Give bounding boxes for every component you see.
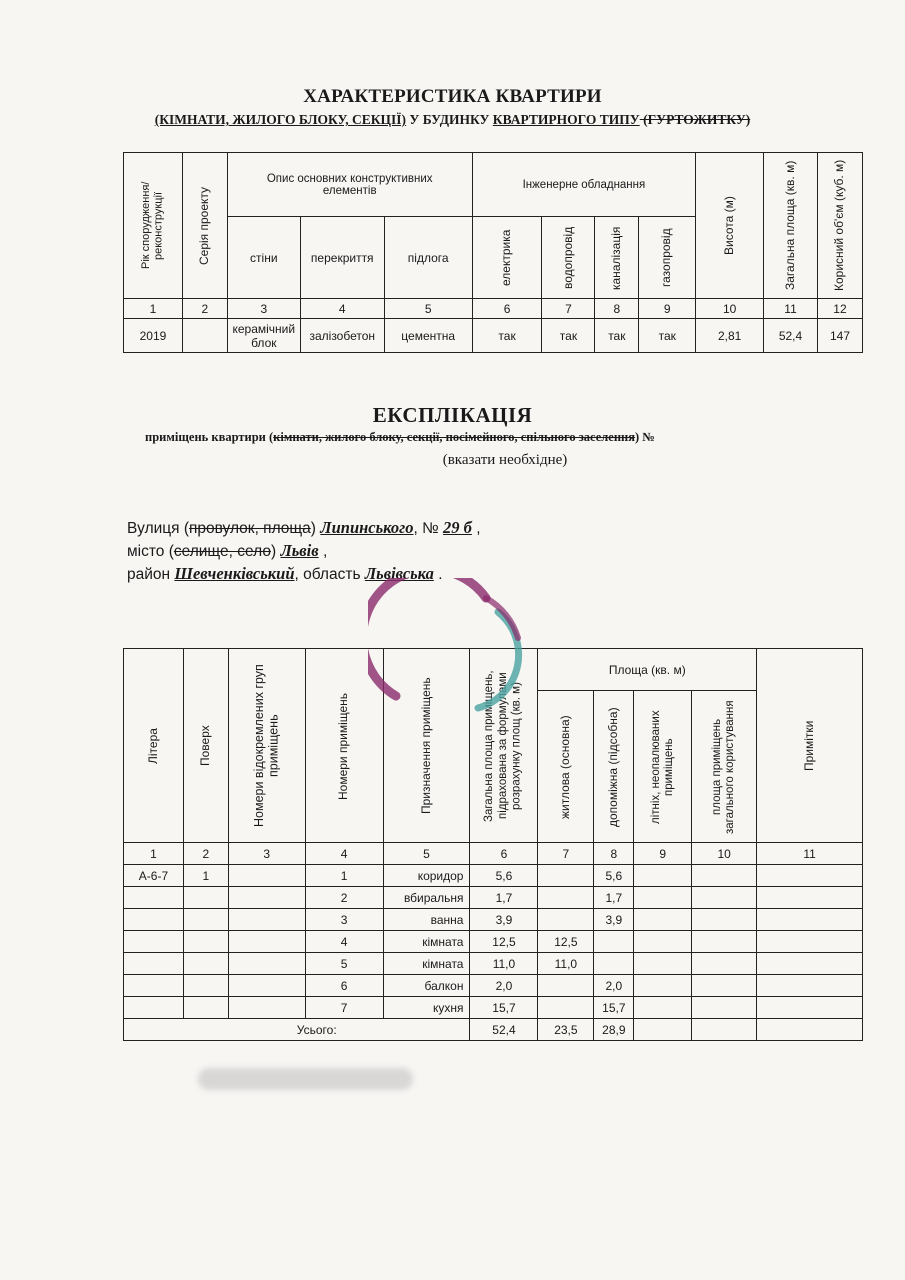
t2-cell-aux: 1,7: [594, 887, 634, 909]
t2-cell-floor: [183, 953, 228, 975]
t1-cell-floor: цементна: [384, 319, 472, 353]
t2-cell-total: 12,5: [470, 931, 538, 953]
t1-cell-series: [182, 319, 227, 353]
t1-header-walls: стіни: [227, 217, 300, 299]
t1-header-desc: Опис основних конструктивних елементів: [227, 153, 472, 217]
t2-cell-purpose: балкон: [383, 975, 470, 997]
t1-cell-elec: так: [472, 319, 542, 353]
t1-header-height: Висота (м): [696, 153, 764, 299]
t2-sum-aux: 28,9: [594, 1019, 634, 1041]
t2-cell-purpose: коридор: [383, 865, 470, 887]
t2-cell-aux: [594, 931, 634, 953]
t2-cell-purpose: кімната: [383, 953, 470, 975]
t2-cell-living: 12,5: [538, 931, 594, 953]
t1-data-row: [124, 319, 863, 353]
t2-cell-empty: [757, 953, 863, 975]
t2-num: 2: [183, 843, 228, 865]
t2-cell-living: 11,0: [538, 953, 594, 975]
t2-cell-empty: [692, 865, 757, 887]
t1-header-water: водопровід: [542, 217, 595, 299]
city-label: місто (: [127, 543, 174, 560]
characteristics-title: [0, 86, 905, 108]
t2-cell-num: 6: [305, 975, 383, 997]
t2-sum-summer: [634, 1019, 692, 1041]
t2-cell-purpose: вбиральня: [383, 887, 470, 909]
t2-body: [124, 865, 863, 1019]
t2-cell-group: [228, 865, 305, 887]
t2-header-common: площа приміщень загального користування: [692, 691, 757, 843]
t2-cell-floor: [183, 931, 228, 953]
t2-sum-total: 52,4: [470, 1019, 538, 1041]
t2-num: 5: [383, 843, 470, 865]
t2-cell-total: 15,7: [470, 997, 538, 1019]
address-district-line: район Шевченківський, область Львівська .: [127, 564, 443, 583]
t2-cell-total: 2,0: [470, 975, 538, 997]
t2-num: 4: [305, 843, 383, 865]
t2-cell-living: [538, 887, 594, 909]
t2-cell-living: [538, 909, 594, 931]
explication-subtitle: [145, 430, 655, 445]
t1-header-eng: Інженерне обладнання: [472, 153, 696, 217]
street-strike: провулок, площа: [189, 520, 311, 537]
table-row: [124, 997, 863, 1019]
t1-number-row: [124, 299, 863, 319]
t2-cell-aux: 5,6: [594, 865, 634, 887]
t2-header-area: Площа (кв. м): [538, 649, 757, 691]
t1-cell-height: 2,81: [696, 319, 764, 353]
t1-num: 2: [182, 299, 227, 319]
t2-header-litera: Літера: [124, 649, 184, 843]
explication-note-text: (вказати необхідне): [442, 452, 568, 468]
t2-sum-living: 23,5: [538, 1019, 594, 1041]
t1-header-year: Рік спорудження/ реконструкції: [124, 153, 183, 299]
t2-cell-living: [538, 865, 594, 887]
city-strike: селище, село: [173, 543, 271, 560]
t2-cell-empty: [634, 909, 692, 931]
t2-header-rooms: Номери приміщень: [305, 649, 383, 843]
t2-cell-empty: [757, 975, 863, 997]
t2-cell-litera: [124, 975, 184, 997]
stamp-logo-icon: [368, 578, 538, 718]
t2-cell-total: 11,0: [470, 953, 538, 975]
t2-num: 7: [538, 843, 594, 865]
address-street-line: Вулиця (провулок, площа) Липинського, № 29 б ,: [127, 518, 481, 537]
t2-cell-group: [228, 931, 305, 953]
street-value: Липинського: [320, 518, 414, 537]
t2-cell-empty: [692, 953, 757, 975]
t2-num: 9: [634, 843, 692, 865]
subtitle-part2: У БУДИНКУ: [406, 112, 493, 127]
explication-sub-part2: кімнати, жилого блоку, секції, посімейного, спільного заселення: [273, 430, 636, 444]
table-row: [124, 887, 863, 909]
t2-cell-empty: [757, 931, 863, 953]
t2-cell-empty: [757, 997, 863, 1019]
t1-cell-year: 2019: [124, 319, 183, 353]
table-row: [124, 909, 863, 931]
redacted-signature: [198, 1068, 413, 1090]
t2-cell-num: 7: [305, 997, 383, 1019]
t2-cell-empty: [634, 931, 692, 953]
t2-cell-group: [228, 887, 305, 909]
t2-cell-floor: 1: [183, 865, 228, 887]
oblast-value: Львівська: [364, 564, 434, 583]
t1-num: 5: [384, 299, 472, 319]
t1-num: 6: [472, 299, 542, 319]
explication-note: [0, 452, 905, 469]
city-label2: ): [270, 543, 277, 560]
t2-header-total: Загальна площа приміщень, підрахована за формулами розрахунку площ (кв. м): [470, 649, 538, 843]
t2-sum-common: [692, 1019, 757, 1041]
t2-cell-empty: [634, 975, 692, 997]
t2-number-row: [124, 843, 863, 865]
t1-num: 4: [300, 299, 384, 319]
characteristics-subtitle: [0, 112, 905, 128]
street-label2: ): [310, 520, 316, 537]
t2-cell-aux: [594, 953, 634, 975]
t1-header-series: Серія проекту: [182, 153, 227, 299]
subtitle-part1: (КІМНАТИ, ЖИЛОГО БЛОКУ, СЕКЦІЇ): [154, 112, 407, 127]
t1-cell-volume: 147: [817, 319, 862, 353]
t2-cell-empty: [692, 887, 757, 909]
t2-cell-num: 2: [305, 887, 383, 909]
t2-cell-living: [538, 997, 594, 1019]
t2-num: 6: [470, 843, 538, 865]
explication-sub-part1: приміщень квартири (: [145, 430, 274, 444]
t1-cell-gas: так: [639, 319, 696, 353]
district-value: Шевченківський: [174, 564, 295, 583]
oblast-label: , область: [294, 566, 361, 583]
t1-header-sewer: каналізація: [595, 217, 639, 299]
t2-cell-group: [228, 997, 305, 1019]
t2-sum-notes: [757, 1019, 863, 1041]
explication-title: [0, 403, 905, 428]
table-row: [124, 975, 863, 997]
characteristics-title-text: ХАРАКТЕРИСТИКА КВАРТИРИ: [303, 86, 602, 107]
t2-cell-num: 3: [305, 909, 383, 931]
t2-cell-group: [228, 953, 305, 975]
t1-cell-sewer: так: [595, 319, 639, 353]
t1-cell-floors: залізобетон: [300, 319, 384, 353]
t1-num: 1: [124, 299, 183, 319]
city-value: Львів: [280, 541, 319, 560]
t2-cell-purpose: кімната: [383, 931, 470, 953]
t1-header-volume: Корисний об'єм (куб. м): [817, 153, 862, 299]
t1-header-floor: підлога: [384, 217, 472, 299]
t2-cell-litera: [124, 909, 184, 931]
t2-cell-aux: 2,0: [594, 975, 634, 997]
district-label: район: [127, 566, 171, 583]
t2-cell-litera: [124, 953, 184, 975]
table-row: [124, 931, 863, 953]
t1-cell-walls: керамічний блок: [227, 319, 300, 353]
t2-num: 10: [692, 843, 757, 865]
subtitle-part3: КВАРТИРНОГО ТИПУ: [492, 112, 640, 127]
street-label: Вулиця (: [127, 520, 190, 537]
t2-cell-floor: [183, 887, 228, 909]
t2-cell-empty: [634, 887, 692, 909]
t1-header-total: Загальна площа (кв. м): [764, 153, 818, 299]
t2-cell-total: 3,9: [470, 909, 538, 931]
t2-header-groups: Номери відокремлених груп приміщень: [228, 649, 305, 843]
t2-sum-label: Усього:: [124, 1019, 470, 1041]
subtitle-part4: (ГУРТОЖИТКУ): [639, 112, 751, 127]
explication-title-text: ЕКСПЛІКАЦІЯ: [372, 403, 533, 427]
t1-num: 3: [227, 299, 300, 319]
t2-header-summer: літніх, неопалюваних приміщень: [634, 691, 692, 843]
t2-cell-litera: А-6-7: [124, 865, 184, 887]
table-row: [124, 865, 863, 887]
t2-cell-floor: [183, 909, 228, 931]
t2-cell-num: 4: [305, 931, 383, 953]
t2-cell-purpose: кухня: [383, 997, 470, 1019]
t2-cell-empty: [757, 865, 863, 887]
t1-num: 10: [696, 299, 764, 319]
t2-cell-empty: [692, 931, 757, 953]
t2-cell-living: [538, 975, 594, 997]
t2-num: 8: [594, 843, 634, 865]
t1-header-floors: перекриття: [300, 217, 384, 299]
table-row: [124, 953, 863, 975]
t2-sum-row: [124, 1019, 863, 1041]
t2-cell-num: 5: [305, 953, 383, 975]
t2-num: 3: [228, 843, 305, 865]
house-value: 29 б: [443, 518, 472, 537]
t2-header-floor: Поверх: [183, 649, 228, 843]
t2-cell-aux: 3,9: [594, 909, 634, 931]
t2-cell-empty: [634, 865, 692, 887]
address-city-line: місто (селище, село) Львів ,: [127, 541, 328, 560]
t2-header-aux: допоміжна (підсобна): [594, 691, 634, 843]
t1-num: 8: [595, 299, 639, 319]
t2-cell-empty: [634, 997, 692, 1019]
t1-header-elec: електрика: [472, 217, 542, 299]
t1-cell-water: так: [542, 319, 595, 353]
t1-num: 7: [542, 299, 595, 319]
t2-cell-purpose: ванна: [383, 909, 470, 931]
characteristics-table: [123, 152, 863, 353]
t2-cell-empty: [634, 953, 692, 975]
t2-cell-empty: [757, 887, 863, 909]
t1-num: 11: [764, 299, 818, 319]
t2-header-notes: Примітки: [757, 649, 863, 843]
t1-cell-total: 52,4: [764, 319, 818, 353]
t2-cell-empty: [692, 997, 757, 1019]
t2-cell-empty: [757, 909, 863, 931]
t2-cell-empty: [692, 909, 757, 931]
t2-cell-litera: [124, 887, 184, 909]
t2-cell-group: [228, 909, 305, 931]
t2-num: 1: [124, 843, 184, 865]
t1-header-gas: газопровід: [639, 217, 696, 299]
t2-cell-num: 1: [305, 865, 383, 887]
t2-cell-floor: [183, 975, 228, 997]
t2-num: 11: [757, 843, 863, 865]
explication-sub-part3: ) №: [635, 430, 655, 444]
t2-header-living: житлова (основна): [538, 691, 594, 843]
t2-header-purpose: Призначення приміщень: [383, 649, 470, 843]
t2-cell-group: [228, 975, 305, 997]
t2-cell-empty: [692, 975, 757, 997]
t1-num: 12: [817, 299, 862, 319]
t2-cell-total: 1,7: [470, 887, 538, 909]
t2-cell-floor: [183, 997, 228, 1019]
t1-num: 9: [639, 299, 696, 319]
house-label: , №: [413, 520, 439, 537]
t2-cell-litera: [124, 997, 184, 1019]
t2-cell-total: 5,6: [470, 865, 538, 887]
t2-cell-aux: 15,7: [594, 997, 634, 1019]
t2-cell-litera: [124, 931, 184, 953]
